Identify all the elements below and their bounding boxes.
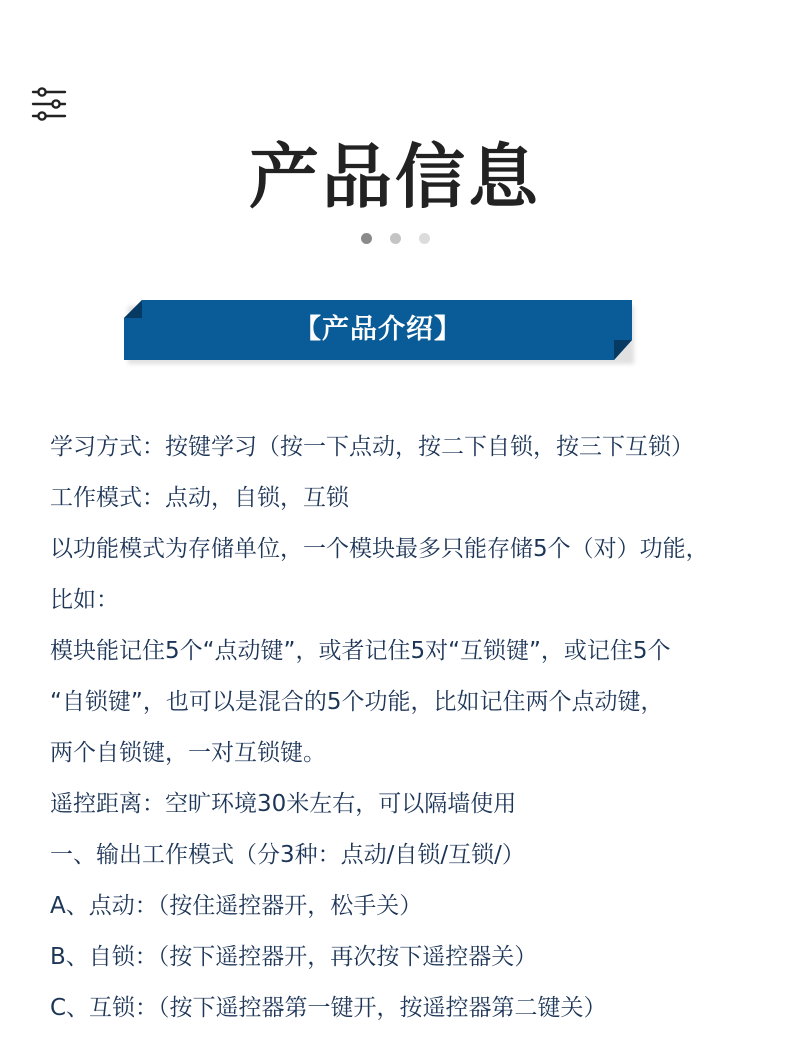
description-line: 遥控距离：空旷环境30米左右，可以隔墙使用: [50, 791, 517, 817]
description-line: B、自锁：（按下遥控器开，再次按下遥控器关）: [50, 944, 538, 970]
section-heading: 【产品介绍】: [294, 314, 462, 345]
page-title: 产品信息: [249, 136, 541, 218]
pagination-dot[interactable]: [390, 233, 401, 244]
section-banner: [124, 300, 634, 364]
sliders-icon[interactable]: [31, 87, 67, 121]
pagination-dot-active[interactable]: [361, 233, 372, 244]
description-line: “自锁键”，也可以是混合的5个功能，比如记住两个点动键，: [50, 689, 664, 715]
product-description: [50, 422, 780, 1034]
description-line: C、互锁：（按下遥控器第一键开，按遥控器第二键关）: [50, 995, 607, 1021]
description-line: A、点动：（按住遥控器开，松手关）: [50, 893, 423, 919]
description-line: 一、输出工作模式（分3种：点动/自锁/互锁/）: [50, 842, 525, 868]
pagination-dot[interactable]: [419, 233, 430, 244]
description-line: 学习方式：按键学习（按一下点动，按二下自锁，按三下互锁）: [50, 434, 694, 460]
description-line: 比如：: [50, 587, 119, 613]
description-line: 以功能模式为存储单位，一个模块最多只能存储5个（对）功能，: [50, 536, 709, 562]
description-line: 两个自锁键，一对互锁键。: [50, 740, 326, 766]
description-line: 模块能记住5个“点动键”，或者记住5对“互锁键”，或记住5个: [50, 638, 671, 664]
pagination-dots: [0, 233, 790, 247]
description-line: 工作模式：点动，自锁，互锁: [50, 485, 349, 511]
